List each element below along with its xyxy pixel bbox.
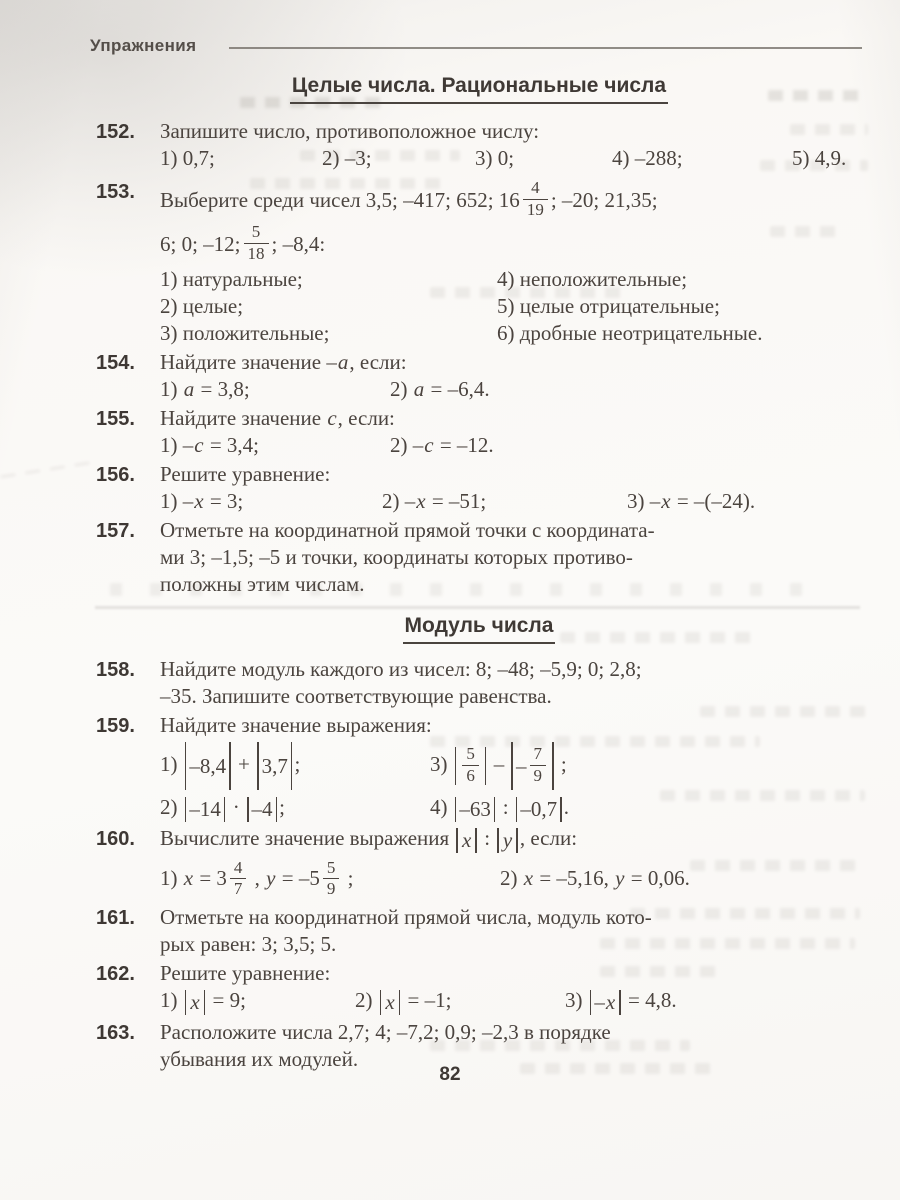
exercise-statement-line: –35. Запишите соответствующие равенства. <box>160 684 552 708</box>
exercise-items-row <box>160 145 862 172</box>
section-title-modulus: Модуль числа <box>96 612 862 644</box>
item: 1) натуральные; <box>160 267 303 291</box>
exercise-items-row <box>160 488 862 515</box>
item: 4) неположительные; <box>497 267 688 291</box>
exercise-items-row <box>160 794 862 823</box>
item: 2) целые; <box>160 294 244 318</box>
section-title-integers-rationals: Целые числа. Рациональные числа <box>96 72 862 104</box>
exercise-items-row <box>160 432 862 459</box>
exercise-152 <box>96 118 862 172</box>
item: 4) –63 : –0,7 . <box>430 795 569 821</box>
exercise-number: 159. <box>96 715 135 737</box>
item: 2) x = –1; <box>355 988 452 1014</box>
running-head: Упражнения <box>90 36 197 55</box>
page-number: 82 <box>439 1064 461 1085</box>
exercise-statement-line: Отметьте на координатной прямой числа, модуль кото- <box>160 904 652 929</box>
exercise-number: 161. <box>96 906 135 929</box>
item: 2) a = –6,4. <box>390 377 490 401</box>
exercise-items-row <box>160 266 862 293</box>
exercise-number: 158. <box>96 659 135 681</box>
exercise-items-row <box>160 293 862 320</box>
exercise-statement: Найдите значение –a, если: <box>160 350 407 374</box>
item: 2) –14 · –4 ; <box>160 795 285 821</box>
exercise-158 <box>96 656 862 710</box>
exercise-statement-line: Найдите модуль каждого из чисел: 8; –48; –5,9; 0; 2,8; <box>160 657 642 681</box>
item: 1) x = 9; <box>160 988 246 1014</box>
item: 2) –3; <box>322 146 372 170</box>
exercise-number: 163. <box>96 1021 135 1044</box>
ghost-text-artifact <box>0 461 94 479</box>
item: 4) –288; <box>612 146 683 170</box>
exercise-statement-line: убывания их модулей. <box>160 1046 359 1071</box>
exercise-statement-line: Выберите среди чисел 3,5; –417; 652; 16 $\frac{4}{19}$ ; –20; 21,35; <box>160 178 658 219</box>
item: 2) –x = –51; <box>382 489 487 513</box>
exercise-number: 155. <box>96 408 135 430</box>
exercise-statement: Решите уравнение: <box>160 960 331 985</box>
exercise-156 <box>96 461 862 515</box>
exercise-number: 156. <box>96 464 135 486</box>
exercise-items-row <box>160 376 862 403</box>
exercise-number: 154. <box>96 352 135 374</box>
exercise-number: 162. <box>96 962 135 985</box>
exercise-statement-line: 6; 0; –12; $\frac{5}{18}$ ; –8,4: <box>160 222 326 263</box>
exercise-items-row <box>160 320 862 347</box>
exercise-160 <box>96 825 862 902</box>
exercise-157 <box>96 517 862 598</box>
exercise-items-row <box>160 739 862 791</box>
exercise-statement-line: Отметьте на координатной прямой точки с координата- <box>160 518 655 542</box>
exercise-items-row <box>160 987 862 1017</box>
exercise-items-row <box>160 854 862 902</box>
item: 1) –x = 3; <box>160 489 244 513</box>
running-head-rule <box>229 47 862 49</box>
exercise-162 <box>96 960 862 1017</box>
item: 3) 0; <box>475 146 515 170</box>
exercise-statement-line: рых равен: 3; 3,5; 5. <box>160 931 337 956</box>
exercise-statement: Найдите значение c, если: <box>160 406 395 430</box>
exercise-number: 157. <box>96 520 135 542</box>
item: 1) –c = 3,4; <box>160 433 260 457</box>
exercise-statement: Решите уравнение: <box>160 462 331 486</box>
item: 2) x = –5,16, y = 0,06. <box>500 865 690 890</box>
exercise-159 <box>96 712 862 823</box>
item: 3) $\frac{5}{6}$ – – $\frac{7}{9}$ ; <box>430 739 567 791</box>
exercise-number: 152. <box>96 121 135 143</box>
exercise-161 <box>96 904 862 958</box>
item: 1) 0,7; <box>160 146 215 170</box>
item: 1) x = 3 $\frac{4}{7}$ , y = –5 $\frac{5}{9}$ ; <box>160 857 354 899</box>
exercise-statement-line: ми 3; –1,5; –5 и точки, координаты которых противо- <box>160 545 633 569</box>
exercise-154 <box>96 349 862 403</box>
item: 5) 4,9. <box>792 146 847 170</box>
item: 1) a = 3,8; <box>160 377 250 401</box>
item: 3) положительные; <box>160 321 330 345</box>
exercise-statement-line: Расположите числа 2,7; 4; –7,2; 0,9; –2,3 в порядке <box>160 1019 611 1044</box>
item: 1) –8,4 + 3,7 ; <box>160 739 430 791</box>
exercise-number: 160. <box>96 827 135 850</box>
exercise-number: 153. <box>96 181 135 203</box>
item: 5) целые отрицательные; <box>497 294 720 318</box>
exercise-statement: Вычислите значение выражения x : y , если: <box>160 825 578 852</box>
page-content <box>96 72 862 1075</box>
exercise-statement-line: положны этим числам. <box>160 572 365 596</box>
exercise-statement: Найдите значение выражения: <box>160 713 432 737</box>
exercise-statement: Запишите число, противоположное числу: <box>160 119 540 143</box>
item: 2) –c = –12. <box>390 433 494 457</box>
item: 3) –x = –(–24). <box>627 489 756 513</box>
exercise-155 <box>96 405 862 459</box>
exercise-153 <box>96 178 862 347</box>
item: 3) – x = 4,8. <box>565 988 677 1014</box>
item: 6) дробные неотрицательные. <box>497 321 763 345</box>
